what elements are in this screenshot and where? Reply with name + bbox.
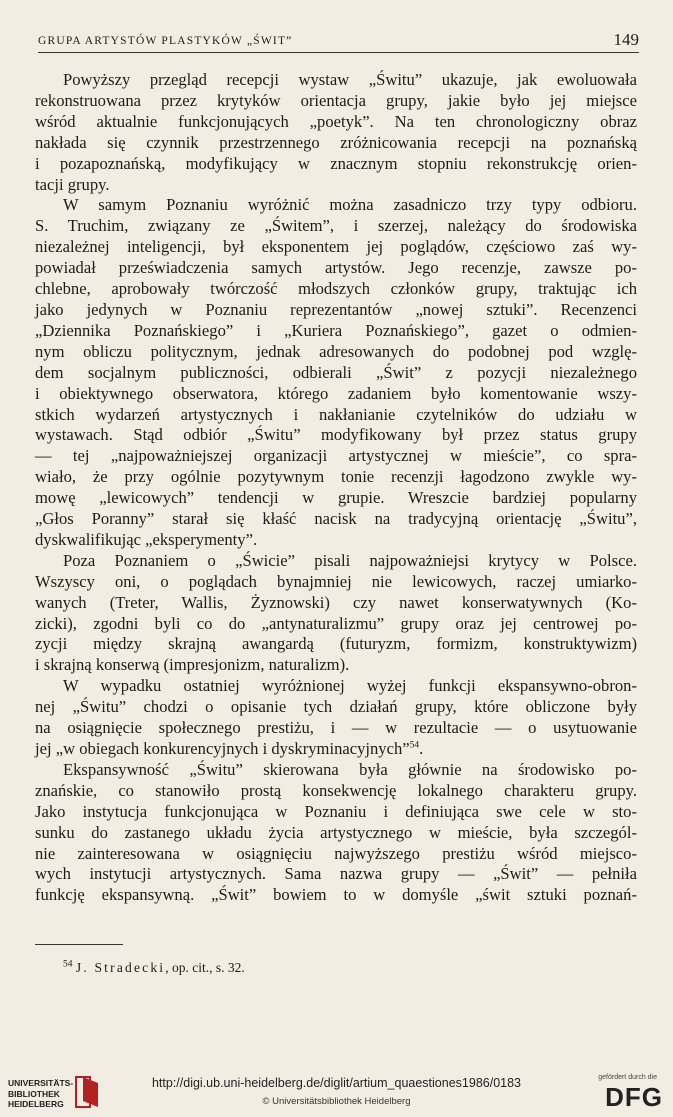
text-line: niezależnej inteligencji, był eksponentem jej poglądów, częściowo zaś wy- bbox=[35, 237, 637, 257]
text-line: dyskwalifikując „eksperymenty”. bbox=[35, 529, 258, 549]
footnote-reference-mark: 54 bbox=[409, 740, 420, 751]
text-line: dem socjalnym publiczności, odbierali „Świt” z pozycji niezależnego bbox=[35, 362, 637, 382]
text-line: wśród aktualnie funkcjonujących „poetyk”. Na ten chronologiczny obraz bbox=[35, 111, 637, 131]
text-line: wystawach. Stąd odbiór „Świtu” modyfikowany był przez status grupy bbox=[35, 425, 637, 445]
library-line: BIBLIOTHEK bbox=[8, 1088, 60, 1099]
text-line: nym obliczu politycznym, jednak adresowanych do podobnej pod wzglę- bbox=[35, 341, 637, 361]
copyright-notice: © Universitätsbibliothek Heidelberg bbox=[262, 1096, 411, 1107]
text-line: nie zainteresowana w osiągnięciu najwyższego prestiżu wśród miejsco- bbox=[35, 843, 637, 863]
text-line: funkcję ekspansywną. „Świt” bowiem to w domyśle „świt sztuki poznań- bbox=[35, 885, 637, 905]
text-line: Wszyscy oni, o poglądach bynajmniej nie lewicowych, raczej umiarko- bbox=[35, 571, 637, 591]
text-line: jako jedynych w Poznaniu reprezentantów „nowej sztuki”. Recenzenci bbox=[35, 299, 637, 319]
text-line: wanych (Treter, Wallis, Żyznowski) czy nawet konserwatywnych (Ko- bbox=[35, 592, 637, 612]
dfg-logo: DFG bbox=[605, 1082, 663, 1112]
running-header bbox=[38, 30, 639, 53]
text-line: nej „Świtu” chodzi o opisanie tych działań grupy, które obliczone były bbox=[35, 697, 637, 717]
text-line: S. Truchim, związany ze „Świtem”, i szerzej, należący do środowiska bbox=[35, 216, 637, 236]
footnote-number: 54 bbox=[63, 959, 73, 970]
footnote-author: J. Stradecki bbox=[75, 960, 166, 975]
text-line: rekonstruowana przez krytyków orientacja grupy, jakie było jej miejsce bbox=[35, 90, 637, 110]
footnote bbox=[63, 960, 245, 976]
text-line: tacji grupy. bbox=[35, 174, 110, 194]
text-line: W samym Poznaniu wyróżnić można zasadniczo trzy typy odbioru. bbox=[63, 195, 637, 215]
body-text bbox=[35, 70, 637, 906]
page-number: 149 bbox=[613, 30, 639, 49]
text-line: wiało, że przy ogólnie pozytywnym tonie recenzji łagodzono zwykle wy- bbox=[35, 467, 637, 487]
text-line: chlebne, aprobowały twórczość młodszych członków grupy, traktując ich bbox=[35, 279, 637, 299]
text-line: powiadał przeświadczenia samych artystów. Jego recenzje, zawsze po- bbox=[35, 258, 637, 278]
footnote-separator bbox=[35, 944, 123, 945]
text-line: — tej „najpoważniejszej organizacji artystycznej w mieście”, co spra- bbox=[35, 446, 637, 466]
text-line: Poza Poznaniem o „Świcie” pisali najpoważniejsi krytycy w Polsce. bbox=[63, 550, 637, 570]
library-line: UNIVERSITÄTS- bbox=[8, 1078, 74, 1088]
text-line: nakłada się czynnik przestrzennego zróżnicowania recepcji na poznańską bbox=[35, 132, 637, 152]
text-line: Ekspansywność „Świtu” skierowana była głównie na środowisko po- bbox=[63, 759, 637, 779]
text-line: stkich wydarzeń artystycznych i nakłanianie czytelników do udziału w bbox=[35, 404, 637, 424]
text-line: mowę „lewicowych” tendencji w grupie. Wreszcie bardziej popularny bbox=[35, 488, 637, 508]
text-line: „Głos Poranny” starał się kłaść nacisk na tradycyjną orientację „Świtu”, bbox=[35, 509, 637, 529]
text-line: i pozapoznańską, modyfikujący w znacznym stopniu rekonstrukcję orien- bbox=[35, 153, 637, 173]
funder-note: gefördert durch die bbox=[598, 1074, 657, 1081]
footnote-reference: , op. cit., s. 32. bbox=[165, 960, 245, 975]
text-line: wych instytucji artystycznych. Sama nazwa grupy — „Świt” — pełniła bbox=[35, 864, 637, 884]
text-line: znańskie, co stanowiło prostą konsekwencję lokalnego charakteru grupy. bbox=[35, 780, 637, 800]
source-url[interactable]: http://digi.ub.uni-heidelberg.de/diglit/artium_quaestiones1986/0183 bbox=[151, 1076, 521, 1090]
library-line: HEIDELBERG bbox=[8, 1099, 64, 1109]
digitization-footer bbox=[0, 1070, 673, 1117]
text-line: W wypadku ostatniej wyróżnionej wyżej funkcji ekspansywno-obron- bbox=[63, 676, 637, 696]
text-line: „Dziennika Poznańskiego” i „Kuriera Poznańskiego”, gazet o odmien- bbox=[35, 320, 637, 340]
text-line: zycji między skrajną awangardą (futuryzm, formizm, konstruktywizm) bbox=[35, 634, 637, 654]
text-line: na osiągnięcie społecznego prestiżu, i — w rezultacie — o usytuowanie bbox=[35, 718, 637, 738]
text-line: i obiektywnego obserwatora, którego zadaniem było komentowanie wszy- bbox=[35, 383, 637, 403]
text-line: Jako instytucja funkcjonująca w Poznaniu i definiująca swe cele w sto- bbox=[35, 801, 637, 821]
text-line: zicki), zgodni byli co do „antynaturalizmu” grupy oraz jej centrowej po- bbox=[35, 613, 637, 633]
text-line: i skrajną konserwą (impresjonizm, naturalizm). bbox=[35, 655, 350, 675]
running-title: GRUPA ARTYSTÓW PLASTYKÓW „ŚWIT” bbox=[38, 35, 293, 47]
text-line: Powyższy przegląd recepcji wystaw „Świtu” ukazuje, jak ewoluowała bbox=[63, 70, 637, 89]
text-line: jej „w obiegach konkurencyjnych i dyskryminacyjnych”$^{54}$. bbox=[35, 739, 424, 758]
text-line: sunku do zastanego układu życia artystycznego w mieście, była szczegól- bbox=[35, 822, 637, 842]
